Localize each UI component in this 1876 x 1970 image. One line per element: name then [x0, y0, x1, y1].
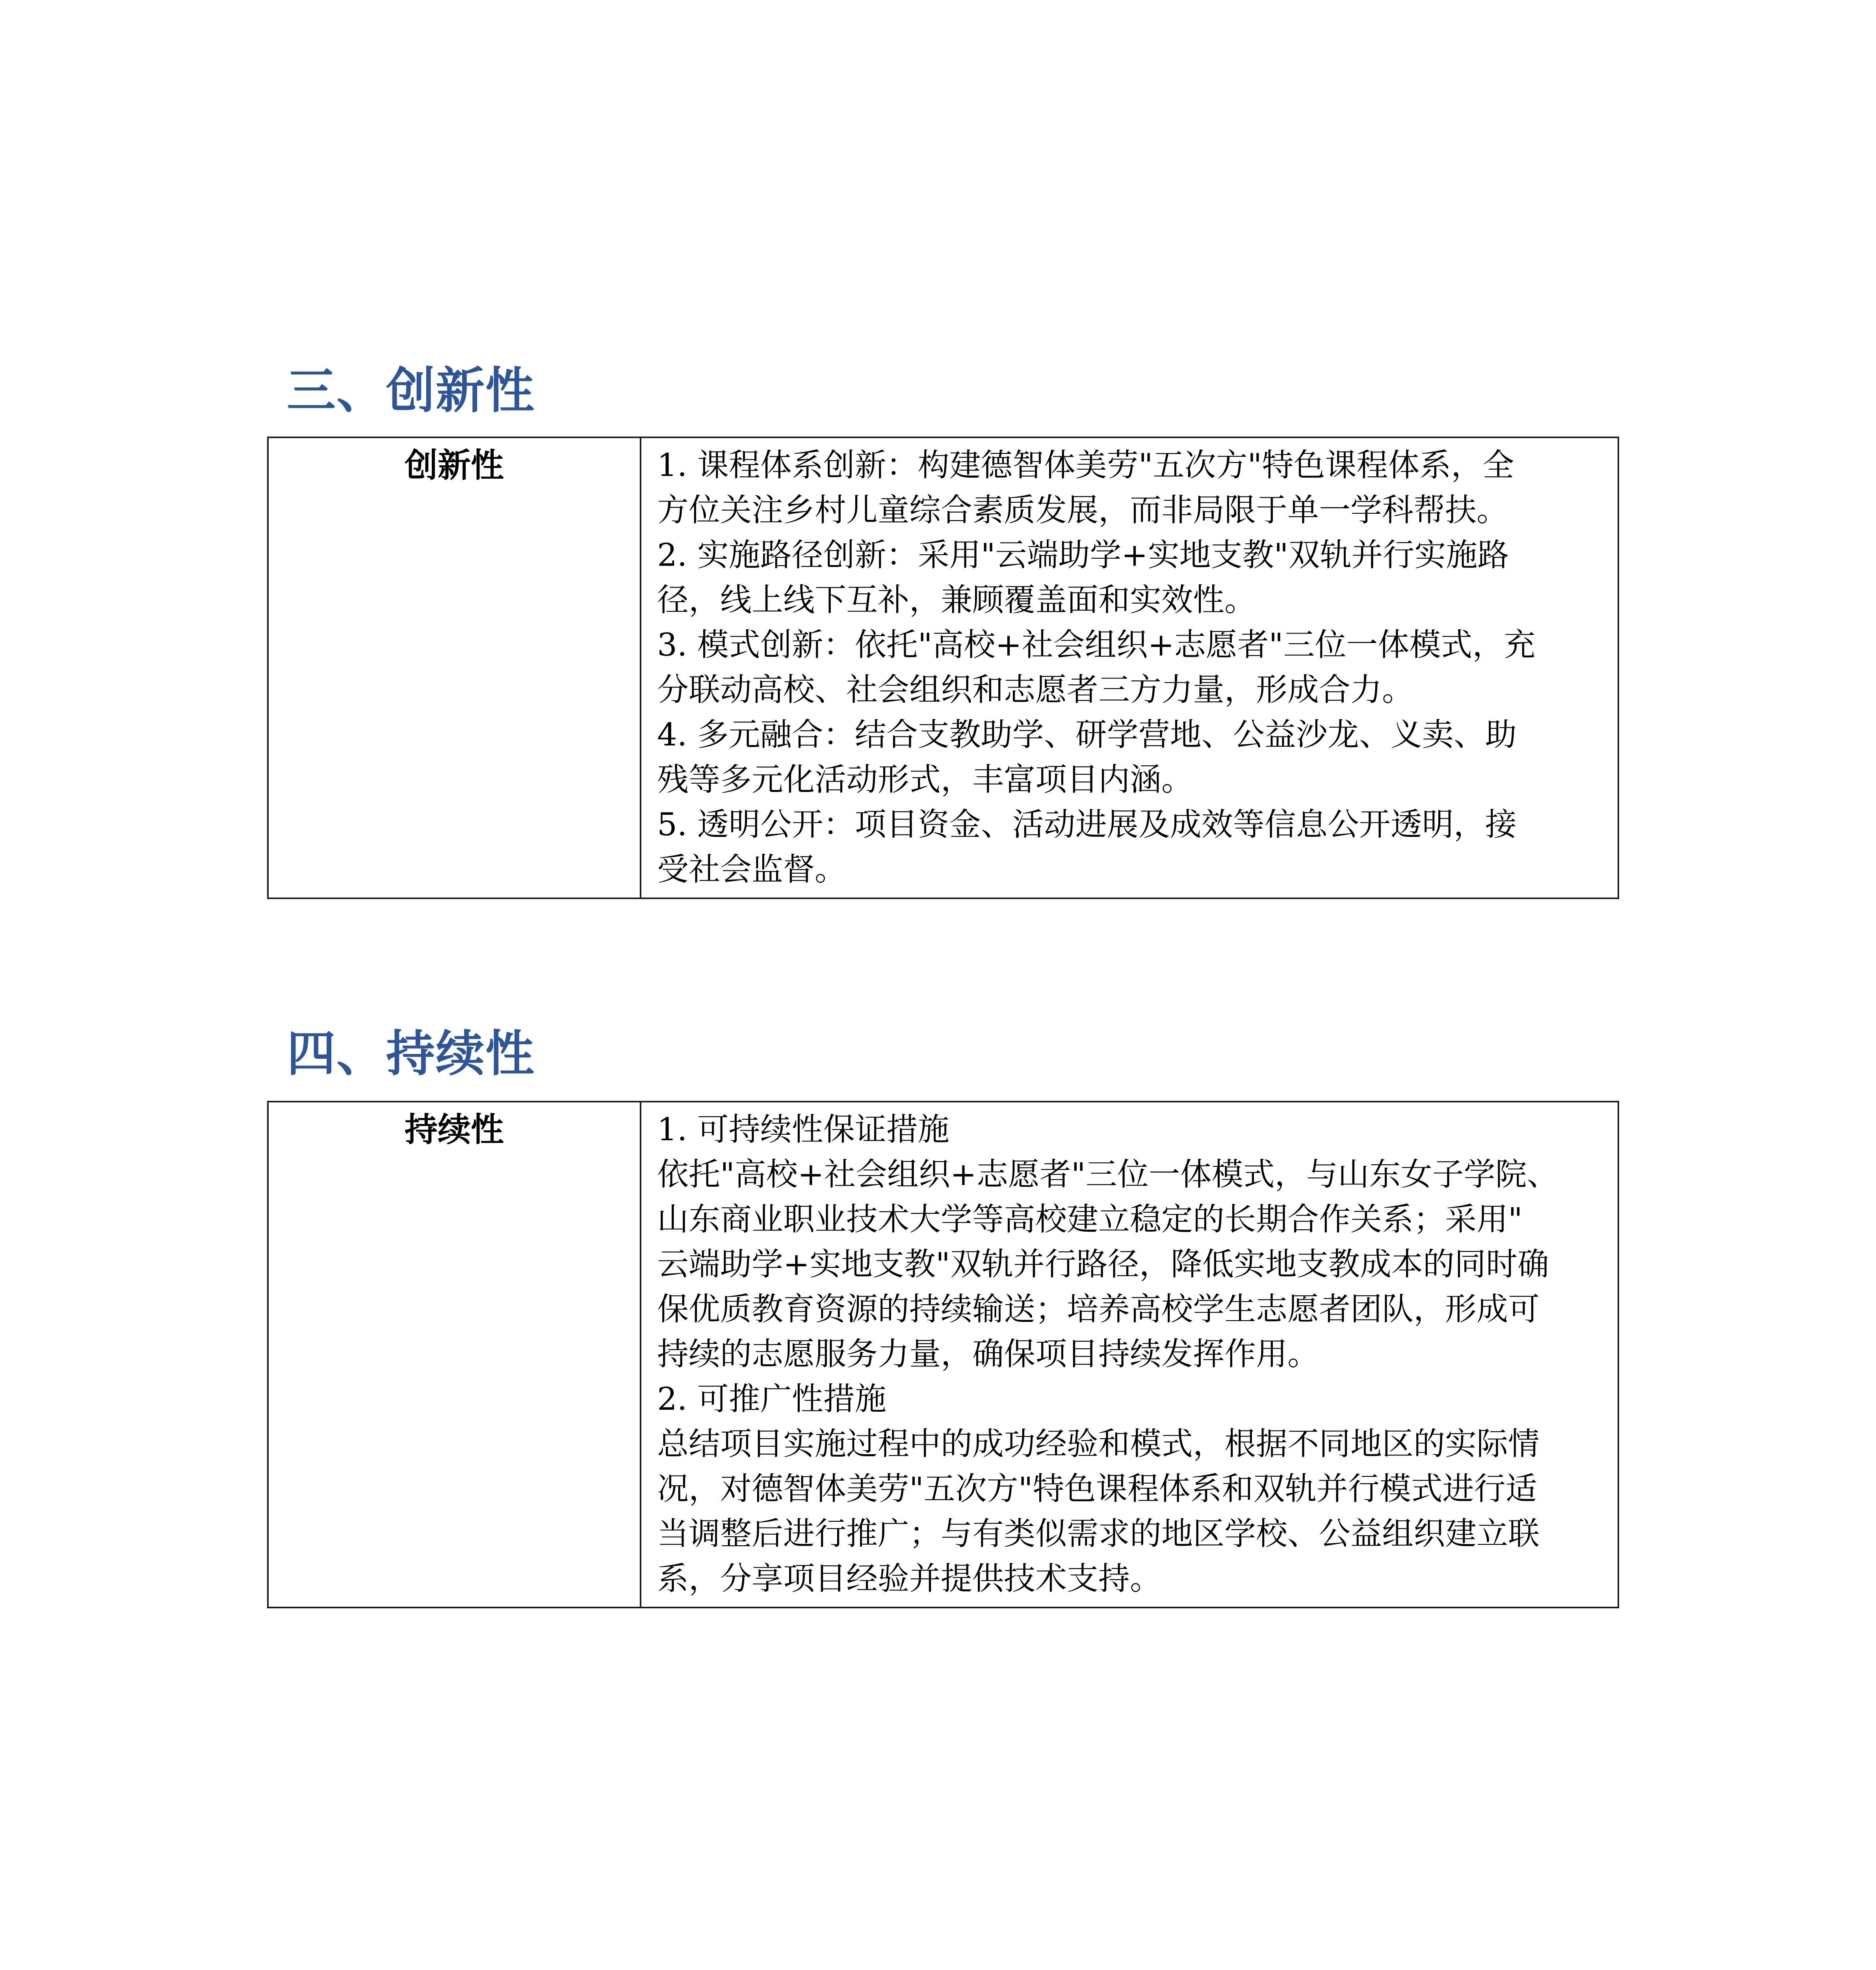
content-line: 保优质教育资源的持续输送；培养高校学生志愿者团队，形成可 [657, 1291, 1540, 1327]
innovation-table [267, 437, 1619, 899]
sustainability-table [267, 1101, 1619, 1608]
content-line: 总结项目实施过程中的成功经验和模式，根据不同地区的实际情 [657, 1425, 1540, 1462]
table-row [268, 437, 1618, 898]
row-content-innovation [641, 437, 1618, 898]
content-line: 2. 实施路径创新：采用"云端助学+实地支教"双轨并行实施路 [657, 537, 1509, 573]
content-line: 径，线上线下互补，兼顾覆盖面和实效性。 [657, 582, 1256, 618]
content-line: 4. 多元融合：结合支教助学、研学营地、公益沙龙、义卖、助 [657, 716, 1517, 753]
content-line: 山东商业职业技术大学等高校建立稳定的长期合作关系；采用" [657, 1201, 1523, 1238]
section-heading-sustainability: 四、持续性 [287, 1026, 535, 1082]
content-line: 5. 透明公开：项目资金、活动进展及成效等信息公开透明，接 [657, 806, 1517, 843]
content-line: 1. 可持续性保证措施 [657, 1111, 949, 1148]
content-line: 受社会监督。 [657, 851, 846, 888]
content-line: 3. 模式创新：依托"高校+社会组织+志愿者"三位一体模式，充 [657, 626, 1536, 663]
row-content-sustainability [641, 1102, 1618, 1608]
row-label-innovation: 创新性 [268, 437, 641, 898]
table-row [268, 1102, 1618, 1608]
content-line: 持续的志愿服务力量，确保项目持续发挥作用。 [657, 1336, 1319, 1372]
content-line: 云端助学+实地支教"双轨并行路径，降低实地支教成本的同时确 [657, 1246, 1549, 1282]
content-line: 依托"高校+社会组织+志愿者"三位一体模式，与山东女子学院、 [657, 1156, 1558, 1193]
content-line: 系，分享项目经验并提供技术支持。 [657, 1560, 1161, 1597]
content-line: 况，对德智体美劳"五次方"特色课程体系和双轨并行模式进行适 [657, 1470, 1537, 1507]
content-line: 当调整后进行推广；与有类似需求的地区学校、公益组织建立联 [657, 1515, 1540, 1552]
content-line: 分联动高校、社会组织和志愿者三方力量，形成合力。 [657, 671, 1414, 708]
content-line: 残等多元化活动形式，丰富项目内涵。 [657, 761, 1193, 798]
content-line: 1. 课程体系创新：构建德智体美劳"五次方"特色课程体系，全 [657, 447, 1514, 483]
section-heading-innovation: 三、创新性 [287, 362, 535, 419]
row-label-sustainability: 持续性 [268, 1102, 641, 1608]
content-line: 方位关注乡村儿童综合素质发展，而非局限于单一学科帮扶。 [657, 492, 1508, 528]
content-line: 2. 可推广性措施 [657, 1381, 886, 1417]
